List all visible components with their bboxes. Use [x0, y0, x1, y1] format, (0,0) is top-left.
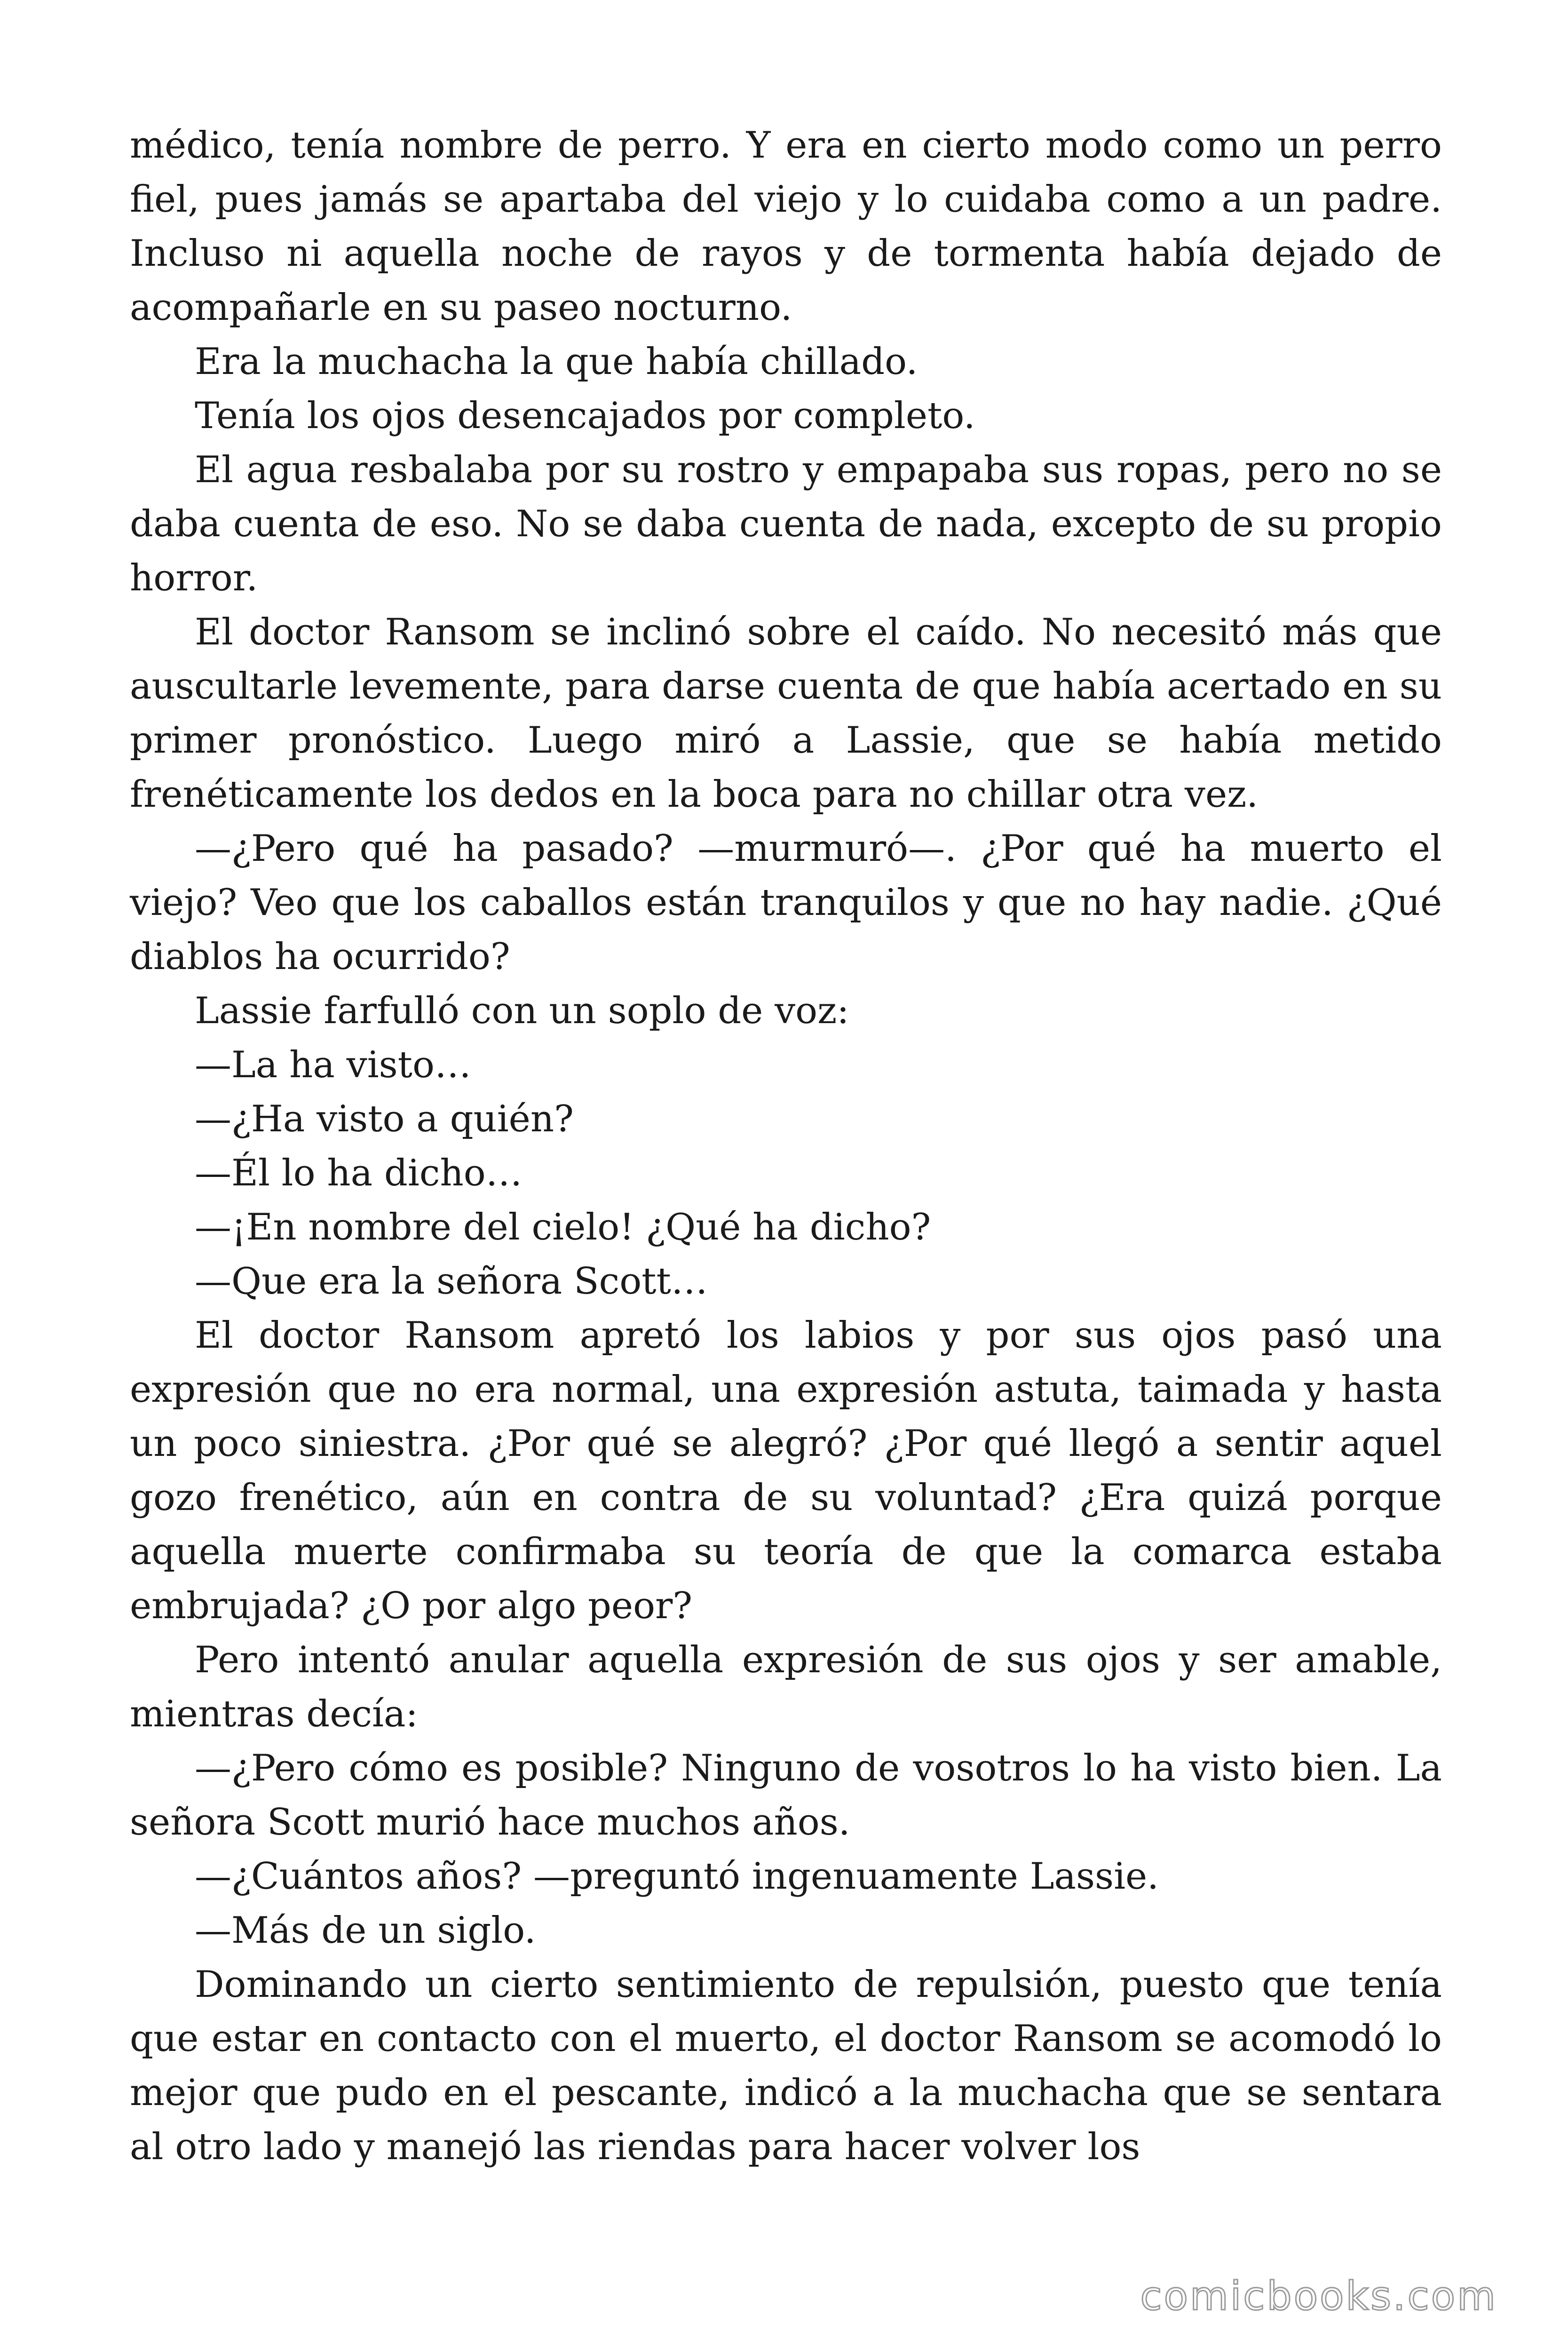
paragraph-18: Dominando un cierto sentimiento de repulsión, puesto que tenía que estar en contacto con el muerto, el doctor Ransom se acomodó lo mejor que pudo en el pescante, indicó a la muchacha que se sentara al otro lado y manejó las riendas para hacer volver los: [130, 1963, 1442, 2168]
paragraph-2: Era la muchacha la que había chillado.: [195, 341, 918, 383]
paragraph-6: —¿Pero qué ha pasado? —murmuró—. ¿Por qué ha muerto el viejo? Veo que los caballos están tranquilos y que no hay nadie. ¿Qué diablos ha ocurrido?: [130, 827, 1442, 978]
paragraph-15: —¿Pero cómo es posible? Ninguno de vosotros lo ha visto bien. La señora Scott murió hace muchos años.: [130, 1747, 1442, 1843]
paragraph-4: El agua resbalaba por su rostro y empapaba sus ropas, pero no se daba cuenta de eso. No se daba cuenta de nada, excepto de su propio horror.: [130, 449, 1442, 599]
paragraph-13: El doctor Ransom apretó los labios y por sus ojos pasó una expresión que no era normal, una expresión astuta, taimada y hasta un poco siniestra. ¿Por qué se alegró? ¿Por qué llegó a sentir aquel gozo frenético, aún en contra de su voluntad? ¿Era quizá porque aquella muerte confirmaba su teoría de que la comarca estaba embrujada? ¿O por algo peor?: [130, 1314, 1442, 1627]
paragraph-12: —Que era la señora Scott…: [195, 1260, 708, 1303]
paragraph-5: El doctor Ransom se inclinó sobre el caído. No necesitó más que auscultarle levemente, para darse cuenta de que había acertado en su primer pronóstico. Luego miró a Lassie, que se había metido frenéticamente los dedos en la boca para no chillar otra vez.: [130, 611, 1442, 816]
paragraph-11: —¡En nombre del cielo! ¿Qué ha dicho?: [195, 1206, 931, 1248]
paragraph-8: —La ha visto…: [195, 1044, 471, 1086]
watermark: comicbooks.com: [1140, 2273, 1497, 2319]
paragraph-16: —¿Cuántos años? —preguntó ingenuamente Lassie.: [195, 1855, 1159, 1898]
paragraph-3: Tenía los ojos desencajados por completo.: [195, 395, 975, 437]
page-body: [130, 119, 1442, 2174]
paragraph-17: —Más de un siglo.: [195, 1909, 536, 1952]
paragraph-10: —Él lo ha dicho…: [195, 1152, 523, 1194]
paragraph-1: médico, tenía nombre de perro. Y era en cierto modo como un perro fiel, pues jamás se apartaba del viejo y lo cuidaba como a un padre. Incluso ni aquella noche de rayos y de tormenta había dejado de acompañarle en su paseo nocturno.: [130, 124, 1442, 329]
paragraph-7: Lassie farfulló con un soplo de voz:: [195, 990, 849, 1032]
paragraph-14: Pero intentó anular aquella expresión de sus ojos y ser amable, mientras decía:: [130, 1639, 1442, 1735]
paragraph-9: —¿Ha visto a quién?: [195, 1098, 574, 1140]
